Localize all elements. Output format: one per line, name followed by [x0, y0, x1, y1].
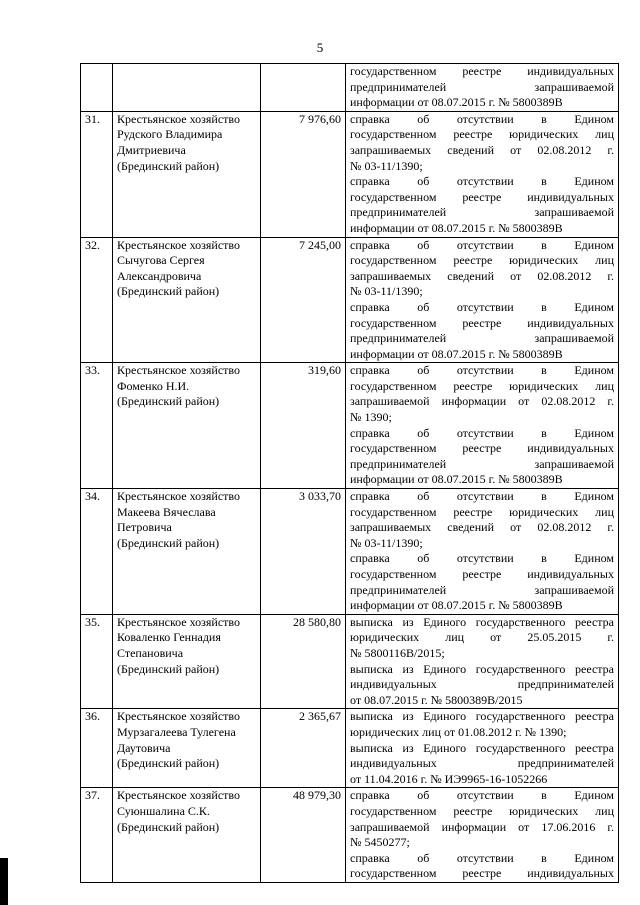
document-line: № 03-11/1390;	[350, 158, 423, 173]
document-line: выписка из Единого государственного реестра	[350, 614, 614, 629]
document-cell	[346, 489, 619, 615]
registry-table	[80, 63, 619, 883]
document-cell	[346, 111, 619, 237]
table-row	[81, 64, 619, 112]
document-line: № 03-11/1390;	[350, 284, 423, 299]
document-line: № 5800116В/2015;	[350, 645, 445, 660]
row-number: 35.	[81, 614, 113, 709]
farm-name-line: Степановича	[117, 645, 184, 660]
document-line: информации от 08.07.2015 г. № 5800389В	[350, 220, 563, 235]
table-row	[81, 709, 619, 788]
document-line: государственном реестре индивидуальных	[350, 441, 614, 456]
document-cell	[346, 363, 619, 489]
document-line: предпринимателей запрашиваемой	[350, 582, 614, 597]
document-line: справка об отсутствии в Едином	[350, 363, 614, 378]
farm-name-cell	[113, 111, 261, 237]
document-line: предпринимателей запрашиваемой	[350, 205, 614, 220]
farm-name-line: Фоменко Н.И.	[117, 378, 190, 393]
farm-name-line: (Брединский район)	[117, 284, 220, 299]
row-number: 37.	[81, 788, 113, 883]
farm-name-line: Дмитриевича	[117, 142, 186, 157]
document-line: предпринимателей запрашиваемой	[350, 79, 614, 94]
document-line: информации от 08.07.2015 г. № 5800389В	[350, 346, 563, 361]
document-line: выписка из Единого государственного реестра	[350, 740, 614, 755]
row-number: 31.	[81, 111, 113, 237]
document-cell	[346, 788, 619, 883]
row-number: 34.	[81, 489, 113, 615]
farm-name-line: Крестьянское хозяйство	[117, 614, 241, 629]
farm-name-line: (Брединский район)	[117, 158, 220, 173]
document-line: государственном реестре индивидуальных	[350, 567, 614, 581]
amount-cell: 2 365,67	[261, 709, 346, 788]
table-row	[81, 363, 619, 489]
farm-name-line: Суюншалина С.К.	[117, 803, 210, 818]
farm-name-cell	[113, 64, 261, 112]
document-line: справка об отсутствии в Едином	[350, 489, 614, 504]
document-line: государственном реестре индивидуальных	[350, 866, 614, 881]
document-line: справка об отсутствии в Едином	[350, 111, 614, 126]
farm-name-line: (Брединский район)	[117, 756, 220, 771]
farm-name-line: Крестьянское хозяйство	[117, 788, 241, 803]
table-row	[81, 237, 619, 363]
scan-edge-bar	[0, 858, 8, 905]
registry-table-body	[81, 64, 619, 883]
farm-name-line: Сычугова Сергея	[117, 253, 205, 268]
document-cell	[346, 709, 619, 788]
document-line: индивидуальных предпринимателей	[350, 677, 614, 692]
document-line: справка об отсутствии в Едином	[350, 551, 614, 566]
document-line: от 08.07.2015 г. № 5800389В/2015	[350, 692, 523, 707]
document-line: от 11.04.2016 г. № ИЭ9965-16-1052266	[350, 771, 548, 786]
document-line: запрашиваемых сведений от 02.08.2012 г.	[350, 268, 614, 283]
document-line: юридических лиц от 01.08.2012 г. № 1390;	[350, 724, 567, 739]
document-line: справка об отсутствии в Едином	[350, 425, 614, 440]
document-line: государственном реестре юридических лиц	[350, 127, 614, 142]
farm-name-line: Александровича	[117, 268, 202, 283]
document-line: информации от 08.07.2015 г. № 5800389В	[350, 95, 563, 110]
amount-cell: 319,60	[261, 363, 346, 489]
document-line: предпринимателей запрашиваемой	[350, 331, 614, 346]
document-line: информации от 08.07.2015 г. № 5800389В	[350, 598, 563, 613]
document-line: выписка из Единого государственного реестра	[350, 709, 614, 724]
document-cell	[346, 237, 619, 363]
farm-name-line: Коваленко Геннадия	[117, 630, 221, 645]
document-line: информации от 08.07.2015 г. № 5800389В	[350, 472, 563, 487]
farm-name-cell	[113, 709, 261, 788]
document-line: индивидуальных предпринимателей	[350, 756, 614, 771]
document-line: справка об отсутствии в Едином	[350, 299, 614, 314]
table-row	[81, 489, 619, 615]
farm-name-line: Крестьянское хозяйство	[117, 363, 241, 378]
farm-name-cell	[113, 237, 261, 363]
document-line: справка об отсутствии в Едином	[350, 788, 614, 803]
row-number: 33.	[81, 363, 113, 489]
farm-name-line: (Брединский район)	[117, 661, 220, 676]
document-line: № 03-11/1390;	[350, 535, 423, 550]
farm-name-line: Мурзагалеева Тулегена	[117, 724, 236, 739]
farm-name-line: Крестьянское хозяйство	[117, 237, 241, 252]
farm-name-line: Крестьянское хозяйство	[117, 489, 241, 504]
document-line: государственном реестре индивидуальных	[350, 64, 614, 78]
document-cell	[346, 64, 619, 112]
farm-name-line: (Брединский район)	[117, 819, 220, 834]
document-line: № 1390;	[350, 410, 392, 425]
document-cell	[346, 614, 619, 709]
amount-cell: 28 580,80	[261, 614, 346, 709]
document-line: государственном реестре юридических лиц	[350, 253, 614, 268]
document-line: запрашиваемой информации от 02.08.2012 г.	[350, 394, 614, 409]
farm-name-cell	[113, 363, 261, 489]
document-line: запрашиваемой информации от 17.06.2016 г.	[350, 819, 614, 834]
document-line: юридических лиц от 25.05.2015 г.	[350, 630, 614, 645]
farm-name-line: Даутовича	[117, 740, 171, 755]
farm-name-line: Крестьянское хозяйство	[117, 111, 241, 126]
document-line: государственном реестре юридических лиц	[350, 504, 614, 519]
document-line: запрашиваемых сведений от 02.08.2012 г.	[350, 520, 614, 535]
document-line: справка об отсутствии в Едином	[350, 174, 614, 189]
document-line: государственном реестре индивидуальных	[350, 315, 614, 330]
document-line: государственном реестре индивидуальных	[350, 189, 614, 204]
table-row	[81, 111, 619, 237]
farm-name-cell	[113, 489, 261, 615]
document-line: государственном реестре юридических лиц	[350, 378, 614, 393]
amount-cell: 3 033,70	[261, 489, 346, 615]
document-line: № 5450277;	[350, 835, 410, 850]
document-line: предпринимателей запрашиваемой	[350, 456, 614, 471]
amount-cell: 48 979,30	[261, 788, 346, 883]
row-number	[81, 64, 113, 112]
farm-name-line: Макеева Вячеслава	[117, 504, 216, 519]
farm-name-cell	[113, 614, 261, 709]
document-line: государственном реестре юридических лиц	[350, 803, 614, 818]
document-line: выписка из Единого государственного реестра	[350, 661, 614, 676]
farm-name-line: (Брединский район)	[117, 535, 220, 550]
table-row	[81, 788, 619, 883]
farm-name-line: Петровича	[117, 520, 172, 535]
farm-name-cell	[113, 788, 261, 883]
document-line: справка об отсутствии в Едином	[350, 237, 614, 252]
row-number: 32.	[81, 237, 113, 363]
table-row	[81, 614, 619, 709]
page-number: 5	[316, 40, 324, 55]
farm-name-line: Рудского Владимира	[117, 127, 223, 142]
document-line: запрашиваемых сведений от 02.08.2012 г.	[350, 142, 614, 157]
farm-name-line: Крестьянское хозяйство	[117, 709, 241, 724]
amount-cell	[261, 64, 346, 112]
amount-cell: 7 245,00	[261, 237, 346, 363]
farm-name-line: (Брединский район)	[117, 394, 220, 409]
amount-cell: 7 976,60	[261, 111, 346, 237]
document-line: справка об отсутствии в Едином	[350, 850, 614, 865]
row-number: 36.	[81, 709, 113, 788]
